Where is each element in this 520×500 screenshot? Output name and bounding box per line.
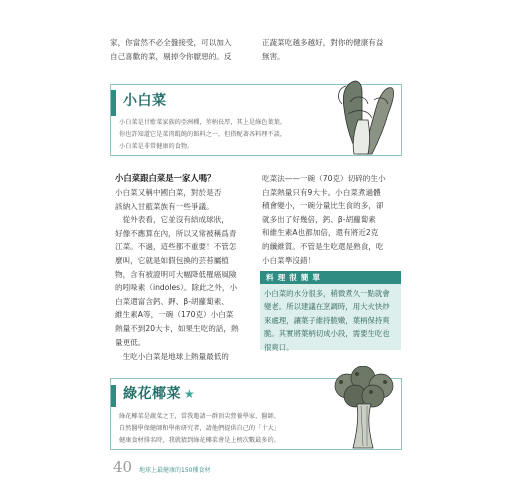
section-accent-bar	[111, 385, 116, 407]
bok-choy-illustration	[328, 74, 398, 156]
broccoli-illustration	[327, 366, 401, 450]
top-left-paragraph: 家，你當然不必全盤接受，可以加入 自己喜歡的菜，剔掉令你厭惡的。反	[110, 38, 232, 61]
tip-header	[260, 271, 401, 284]
page-number: 40	[113, 458, 133, 476]
article-left-column: 小白菜又稱中國白菜，對於是否 該納入甘藍菜族有一些爭議。 從外表看，它並沒有結成球狀， 好像不應算在內，所以又常被稱爲青 江菜。不過，這些都不重要！不管怎 麼叫，它就是如假包換的芸苔屬植 物，含有被證明可大幅降低罹癌風險 的吲哚素（indoles）。除此之外，小 白菜還富含鈣、鉀、β-胡蘿蔔素、 維生素A等，一碗（170克）小白菜 熱量不到20大卡，如果生吃的話，熱 量更低。	[115, 188, 239, 347]
cooking-tip-box	[260, 271, 401, 350]
broccoli-description: 綠花椰菜是蔬菜之王，當我邀請一群頂尖營養學家、醫師、 自然醫學保健師和學術研究者，請他們提供自己的「十大」 健康食材排名時，我就猜到綠花椰菜會是上榜次數最多的。	[119, 413, 280, 444]
bok-choy-description: 小白菜是甘藍菜家族的亞洲種，莖柄長厚，其上是綠色葉葉。 你也許知道它是菜肉餛飩的餡料之一，但搭配著各料理不談， 小白菜是非常健康的食物。	[119, 119, 287, 150]
broccoli-title	[123, 383, 195, 403]
broccoli-title-text: 綠花椰菜	[123, 386, 181, 402]
top-right-paragraph: 正蔬菜吃越多越好，對你的健康有益 無害。	[262, 38, 384, 61]
star-icon: ★	[184, 387, 196, 401]
section-accent-bar	[111, 90, 116, 116]
tip-title: 料理很簡單	[266, 273, 324, 282]
article-right-column: 吃菜法——一碗（70克）切碎的生小 白菜熱量只有9大卡。小白菜煮過體 積會變小，一碗分量比生食的多，卻 就多出了好幾倍，鈣、β-胡蘿蔔素 和維生素A也都加倍，還有將近2克 的纖維質。不管是生吃還是熟食，吃 小白菜準沒錯！	[262, 174, 386, 265]
bok-choy-title: 小白菜	[123, 93, 167, 109]
article-subheading: 小白菜跟白菜是一家人嗎？	[115, 173, 216, 183]
book-title-footer: 地球上最健康的150種食材	[139, 467, 211, 474]
tip-text: 小白菜的水分很多，稍微煮久一點就會 變老。所以建議在烹調時，用大火快炒 來處理，讓葉子維持脆嫩，葉柄保持爽 脆。其實將葉柄切成小段，需要生吃也 很爽口。	[264, 289, 390, 352]
article-left-column-end: 生吃小白菜是地球上熱量最低的	[115, 352, 229, 361]
